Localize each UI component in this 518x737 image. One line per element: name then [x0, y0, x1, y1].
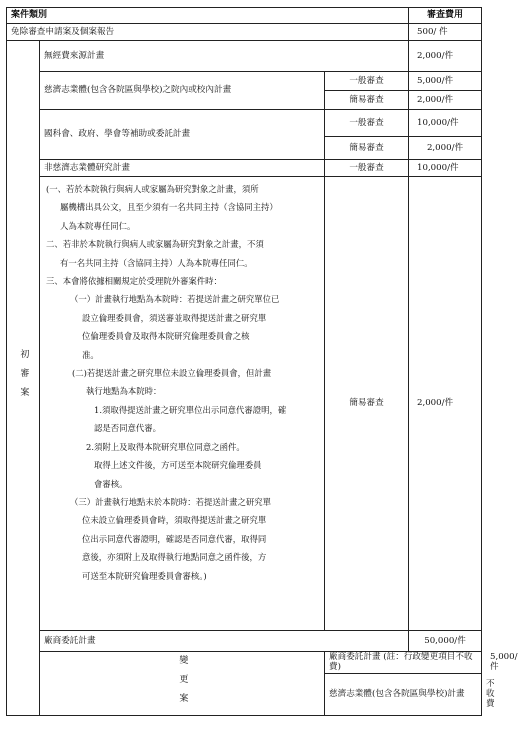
review-type-simple: 簡易審查 — [325, 91, 409, 110]
req-line: (二)若提送計畫之研究單位未設立倫理委員會，但計畫 — [72, 368, 272, 379]
non-tzuchi-requirements — [40, 177, 325, 631]
req-line: （三）計畫執行地點未於本院時：若提送計畫之研究單 — [70, 496, 271, 507]
government-general-fee: 10,000/件 — [409, 110, 482, 137]
req-line: 可送至本院研究倫理委員會審核。) — [82, 570, 207, 581]
vendor-fee: 50,000/件 — [409, 631, 482, 652]
req-line: 2.須附上及取得本院研究單位同意之函件。 — [86, 441, 245, 452]
req-line: 執行地點為本院時： — [86, 386, 162, 397]
non-tzuchi-general-type: 一般審查 — [325, 160, 409, 177]
exempt-fee: 500/ 件 — [409, 24, 482, 41]
req-line: 會審核。 — [94, 478, 128, 489]
tzuchi-internal-general-row — [7, 72, 482, 91]
review-type-simple: 簡易審查 — [325, 137, 409, 160]
government-simple-fee: 2,000/件 — [409, 137, 482, 160]
amendment-tzuchi-label: 慈濟志業體(包含各院區與學校)計畫 — [325, 673, 482, 715]
non-tzuchi-header-row — [7, 160, 482, 177]
initial-row-no-funding — [7, 41, 482, 72]
non-tzuchi-requirements-row — [7, 177, 482, 631]
req-line: (一、若於本院執行與病人或家屬為研究對象之計畫，須所 — [46, 184, 259, 194]
review-type-general: 一般審查 — [325, 72, 409, 91]
req-line: 有一名共同主持（含協同主持）人為本院專任同仁。 — [60, 257, 253, 268]
initial-category-label: 初審案 — [7, 41, 40, 716]
non-tzuchi-simple-type: 簡易審查 — [325, 177, 409, 631]
non-tzuchi-label: 非慈濟志業體研究計畫 — [40, 160, 325, 177]
amendment-category-label: 變更案 — [40, 652, 325, 716]
req-line: 取得上述文件後，方可送至本院研究倫理委員 — [94, 460, 262, 471]
government-label: 國科會、政府、學會等補助或委託計畫 — [40, 110, 325, 160]
government-general-row — [7, 110, 482, 137]
header-fee: 審查費用 — [409, 8, 482, 24]
req-line: 位未設立倫理委員會時，須取得提送計畫之研究單 — [82, 515, 267, 526]
req-line: 位倫理委員會及取得本院研究倫理委員會之核 — [82, 331, 250, 342]
req-line: 屬機構出具公文，且至少須有一名共同主持（含協同主持） — [60, 202, 278, 213]
non-tzuchi-simple-fee: 2,000/件 — [409, 177, 482, 631]
header-category: 案件類別 — [7, 8, 409, 24]
exempt-row — [7, 24, 482, 41]
requirements-text — [46, 180, 318, 585]
req-line: 准。 — [82, 349, 99, 360]
vendor-row — [7, 631, 482, 652]
review-type-general: 一般審查 — [325, 110, 409, 137]
no-funding-label: 無經費來源計畫 — [40, 41, 409, 72]
req-line: 二、若非於本院執行與病人或家屬為研究對象之計畫，不須 — [46, 239, 264, 250]
req-line: 1.須取得提送計畫之研究單位出示同意代審證明，確 — [94, 404, 287, 415]
vendor-label: 廠商委託計畫 — [40, 631, 409, 652]
req-line: 意後，亦須附上及取得執行地點同意之函件後，方 — [82, 552, 267, 563]
amendment-vendor-label: 廠商委託計畫 (註：行政變更項目不收費) — [325, 652, 482, 674]
req-line: 設立倫理委員會，須送審並取得提送計畫之研究單 — [82, 312, 267, 323]
tzuchi-internal-general-fee: 5,000/件 — [409, 72, 482, 91]
req-line: 認是否同意代審。 — [94, 423, 161, 434]
fee-table — [6, 7, 518, 716]
header-row — [7, 8, 482, 24]
req-line: 三、本會將依據相關規定於受理院外審案件時： — [46, 276, 222, 287]
tzuchi-internal-label: 慈濟志業體(包含各院區與學校)之院內或校內計畫 — [40, 72, 325, 110]
non-tzuchi-general-fee: 10,000/件 — [409, 160, 482, 177]
tzuchi-internal-simple-fee: 2,000/件 — [409, 91, 482, 110]
req-line: 人為本院專任同仁。 — [60, 220, 136, 231]
no-funding-fee: 2,000/件 — [409, 41, 482, 72]
req-line: 位出示同意代審證明，確認是否同意代審，取得同 — [82, 533, 267, 544]
req-line: （一）計畫執行地點為本院時：若提送計畫之研究單位已 — [70, 294, 280, 305]
exempt-label: 免除審查申請案及個案報告 — [7, 24, 409, 41]
amendment-vendor-row: 變更案 廠商委託計畫 (註：行政變更項目不收費) 5,000/件 — [7, 652, 482, 674]
amendment-tzuchi-row: 慈濟志業體(包含各院區與學校)計畫 不收費 — [7, 673, 482, 715]
